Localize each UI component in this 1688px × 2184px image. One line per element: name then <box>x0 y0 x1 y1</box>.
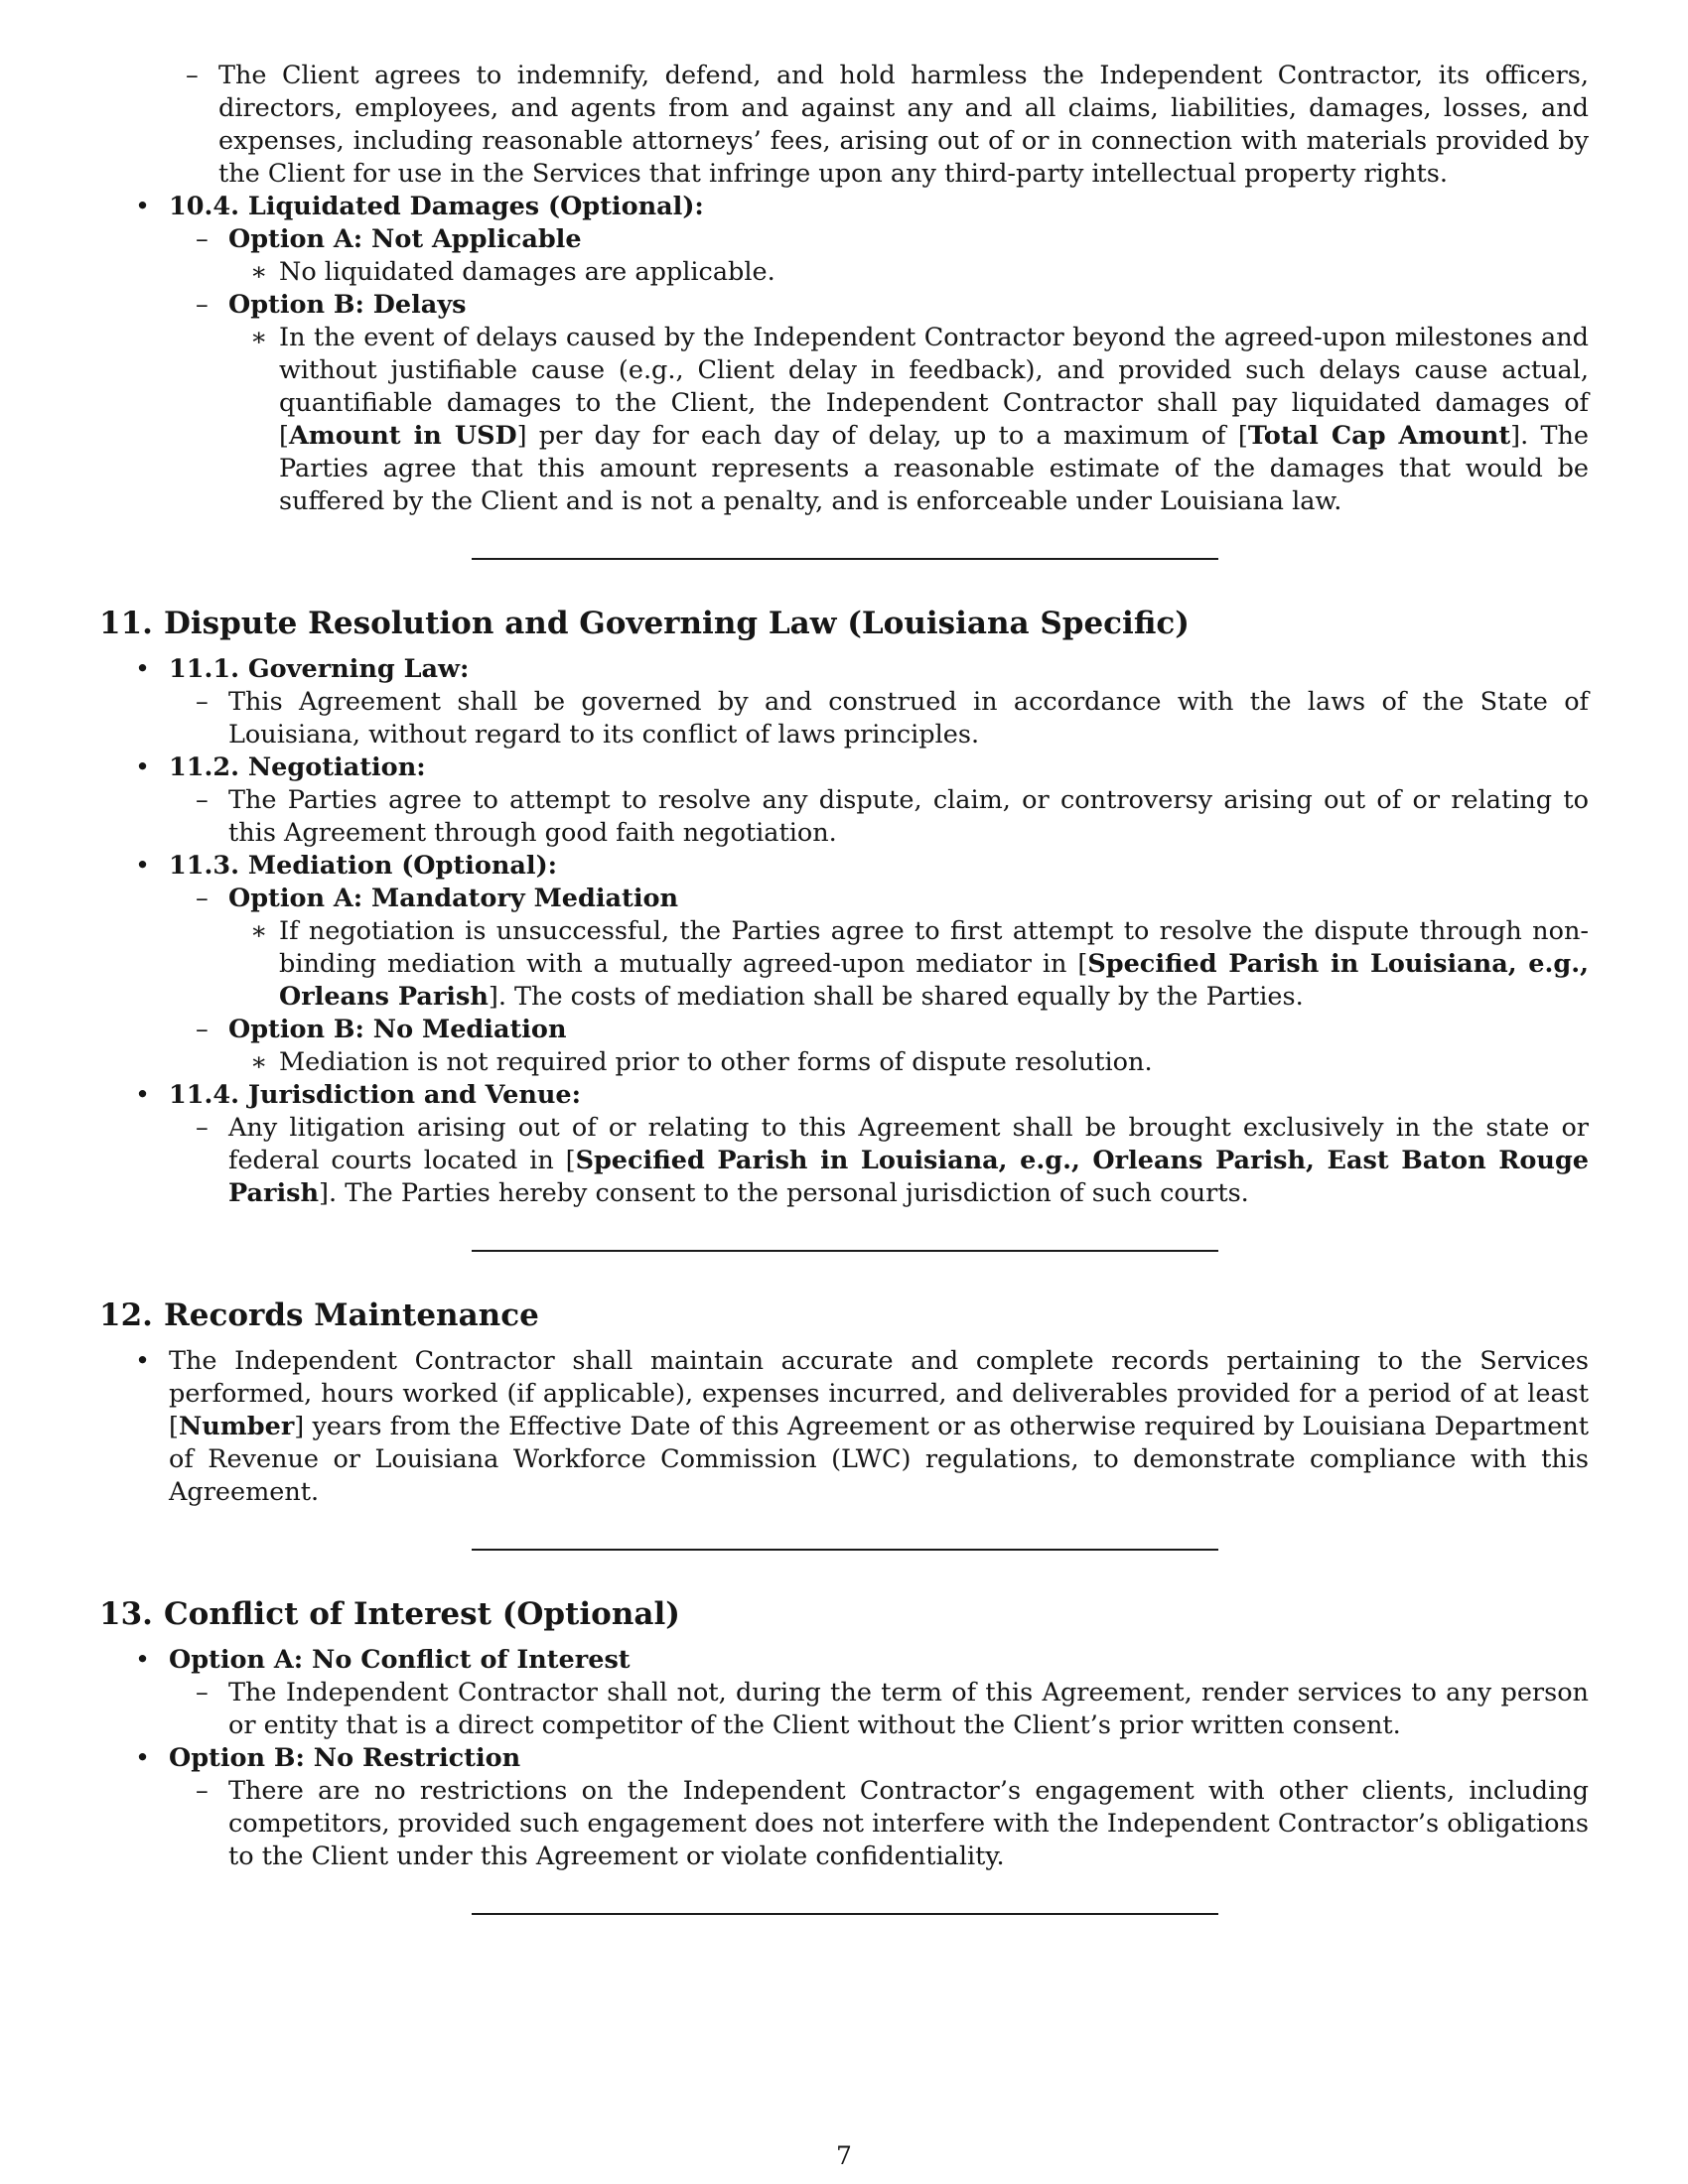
subsection-11-2-title: 11.2. Negotiation: <box>169 752 426 782</box>
list-item <box>169 223 1589 289</box>
section-number: 11. <box>99 606 153 641</box>
venue-placeholder: Specified Parish in Louisiana, e.g., Orleans Parish, East Baton Rouge Parish <box>228 1146 1589 1208</box>
list-item <box>99 1742 1589 1873</box>
option-a-text-2: ]. The costs of mediation shall be shared equally by the Parties. <box>488 982 1304 1012</box>
section-12-heading <box>99 1296 1589 1335</box>
subsection-11-4-text-2: ]. The Parties hereby consent to the personal jurisdiction of such courts. <box>319 1178 1249 1208</box>
section-12-list <box>99 1345 1589 1509</box>
option-b-text: Mediation is not required prior to other forms of dispute resolution. <box>279 1047 1153 1077</box>
list-item <box>228 1046 1589 1079</box>
option-a-text: The Independent Contractor shall not, during the term of this Agreement, render services to any person or entity that is a direct competitor of the Client without the Client’s prior written consent. <box>228 1678 1589 1740</box>
section-10-4-list <box>99 191 1589 518</box>
section-11-heading <box>99 604 1589 643</box>
list-item <box>169 784 1589 850</box>
indemnity-text: The Client agrees to indemnify, defend, and hold harmless the Independent Contractor, its officers, directors, employees, and agents from and against any and all claims, liabilities, damages, losses, and expenses, including reasonable attorneys’ fees, arising out of or in connection with materials provided by the Client for use in the Services that infringe upon any third-party intellectual property rights. <box>218 61 1589 189</box>
list-item <box>99 751 1589 850</box>
list-item <box>228 256 1589 289</box>
option-b-text-2: ] per day for each day of delay, up to a maximum of [ <box>516 421 1248 451</box>
subsection-11-4-title: 11.4. Jurisdiction and Venue: <box>169 1080 582 1110</box>
option-b-title: Option B: No Mediation <box>228 1015 567 1044</box>
option-a-text: No liquidated damages are applicable. <box>279 257 775 287</box>
list-item <box>169 1014 1589 1079</box>
amount-placeholder: Amount in USD <box>288 421 517 451</box>
option-b-title: Option B: Delays <box>228 290 467 320</box>
section-divider <box>472 1913 1218 1915</box>
subsection-11-2-text: The Parties agree to attempt to resolve any dispute, claim, or controversy arising out of or relating to this Agreement through good faith negotiation. <box>228 785 1589 848</box>
page-content <box>99 60 1589 1915</box>
option-a-list <box>228 915 1589 1014</box>
option-a-title: Option A: Mandatory Mediation <box>228 884 679 913</box>
option-b-title: Option B: No Restriction <box>169 1743 521 1773</box>
option-b-list <box>228 322 1589 518</box>
section-11-list <box>99 653 1589 1210</box>
list-item <box>99 1345 1589 1509</box>
records-text: The Independent Contractor shall maintain accurate and complete records pertaining to the Services performed, hours worked (if applicable), expenses incurred, and deliverables provided for a period of at least [ <box>169 1346 1589 1441</box>
options-list <box>169 223 1589 518</box>
section-13-list <box>99 1644 1589 1873</box>
indemnity-list <box>159 60 1589 191</box>
subsection-11-1-text: This Agreement shall be governed by and construed in accordance with the laws of the State of Louisiana, without regard to its conflict of laws principles. <box>228 687 1589 750</box>
cap-placeholder: Total Cap Amount <box>1247 421 1511 451</box>
list-item <box>99 191 1589 518</box>
section-number: 13. <box>99 1596 153 1632</box>
subsection-11-4-text: Any litigation arising out of or relating to this Agreement shall be brought exclusively in the state or federal courts located in [ <box>228 1113 1589 1175</box>
option-b-text: There are no restrictions on the Independent Contractor’s engagement with other clients, including competitors, provided such engagement does not interfere with the Independent Contractor’s obligations to the Client under this Agreement or violate confidentiality. <box>228 1776 1589 1871</box>
list-item <box>228 322 1589 518</box>
number-placeholder: Number <box>178 1412 295 1441</box>
option-b-list <box>228 1046 1589 1079</box>
list-item <box>169 1775 1589 1873</box>
sub-list <box>169 686 1589 751</box>
list-item <box>228 915 1589 1014</box>
option-b-text-3: ]. The Parties agree that this amount represents a reasonable estimate of the damages that would be suffered by the Client and is not a penalty, and is enforceable under Louisiana law. <box>279 421 1589 516</box>
list-item <box>99 1079 1589 1210</box>
sub-list <box>169 1677 1589 1742</box>
list-item <box>169 1112 1589 1210</box>
option-a-title: Option A: Not Applicable <box>228 224 582 254</box>
subsection-10-4-title: 10.4. Liquidated Damages (Optional): <box>169 192 704 221</box>
subsection-11-1-title: 11.1. Governing Law: <box>169 654 470 684</box>
list-item <box>169 1677 1589 1742</box>
parish-placeholder: Specified Parish in Louisiana, e.g., Orleans Parish <box>279 949 1589 1012</box>
sub-list <box>169 784 1589 850</box>
list-item <box>159 60 1589 191</box>
option-a-text: If negotiation is unsuccessful, the Parties agree to first attempt to resolve the dispute through non-binding mediation with a mutually agreed-upon mediator in [ <box>279 916 1589 979</box>
list-item <box>169 289 1589 518</box>
subsection-11-3-title: 11.3. Mediation (Optional): <box>169 851 558 881</box>
page-number: 7 <box>836 2141 852 2170</box>
option-b-text: In the event of delays caused by the Independent Contractor beyond the agreed-upon milestones and without justifiable cause (e.g., Client delay in feedback), and provided such delays cause actual, quantifiable damages to the Client, the Independent Contractor shall pay liquidated damages of [ <box>279 323 1589 451</box>
section-13-heading <box>99 1594 1589 1634</box>
section-number: 12. <box>99 1297 153 1333</box>
sub-list <box>169 1112 1589 1210</box>
options-list <box>169 883 1589 1079</box>
list-item <box>99 850 1589 1079</box>
sub-list <box>169 1775 1589 1873</box>
option-a-title: Option A: No Conflict of Interest <box>169 1645 631 1675</box>
section-title: Dispute Resolution and Governing Law (Louisiana Specific) <box>164 606 1190 641</box>
option-a-list <box>228 256 1589 289</box>
section-title: Records Maintenance <box>164 1297 539 1333</box>
records-text-2: ] years from the Effective Date of this Agreement or as otherwise required by Louisiana Department of Revenue or Louisiana Workforce Commission (LWC) regulations, to demonstrate compliance with this Agreement. <box>169 1412 1589 1507</box>
section-title: Conflict of Interest (Optional) <box>164 1596 680 1632</box>
list-item <box>169 686 1589 751</box>
list-item <box>99 653 1589 751</box>
list-item <box>99 1644 1589 1742</box>
list-item <box>169 883 1589 1014</box>
